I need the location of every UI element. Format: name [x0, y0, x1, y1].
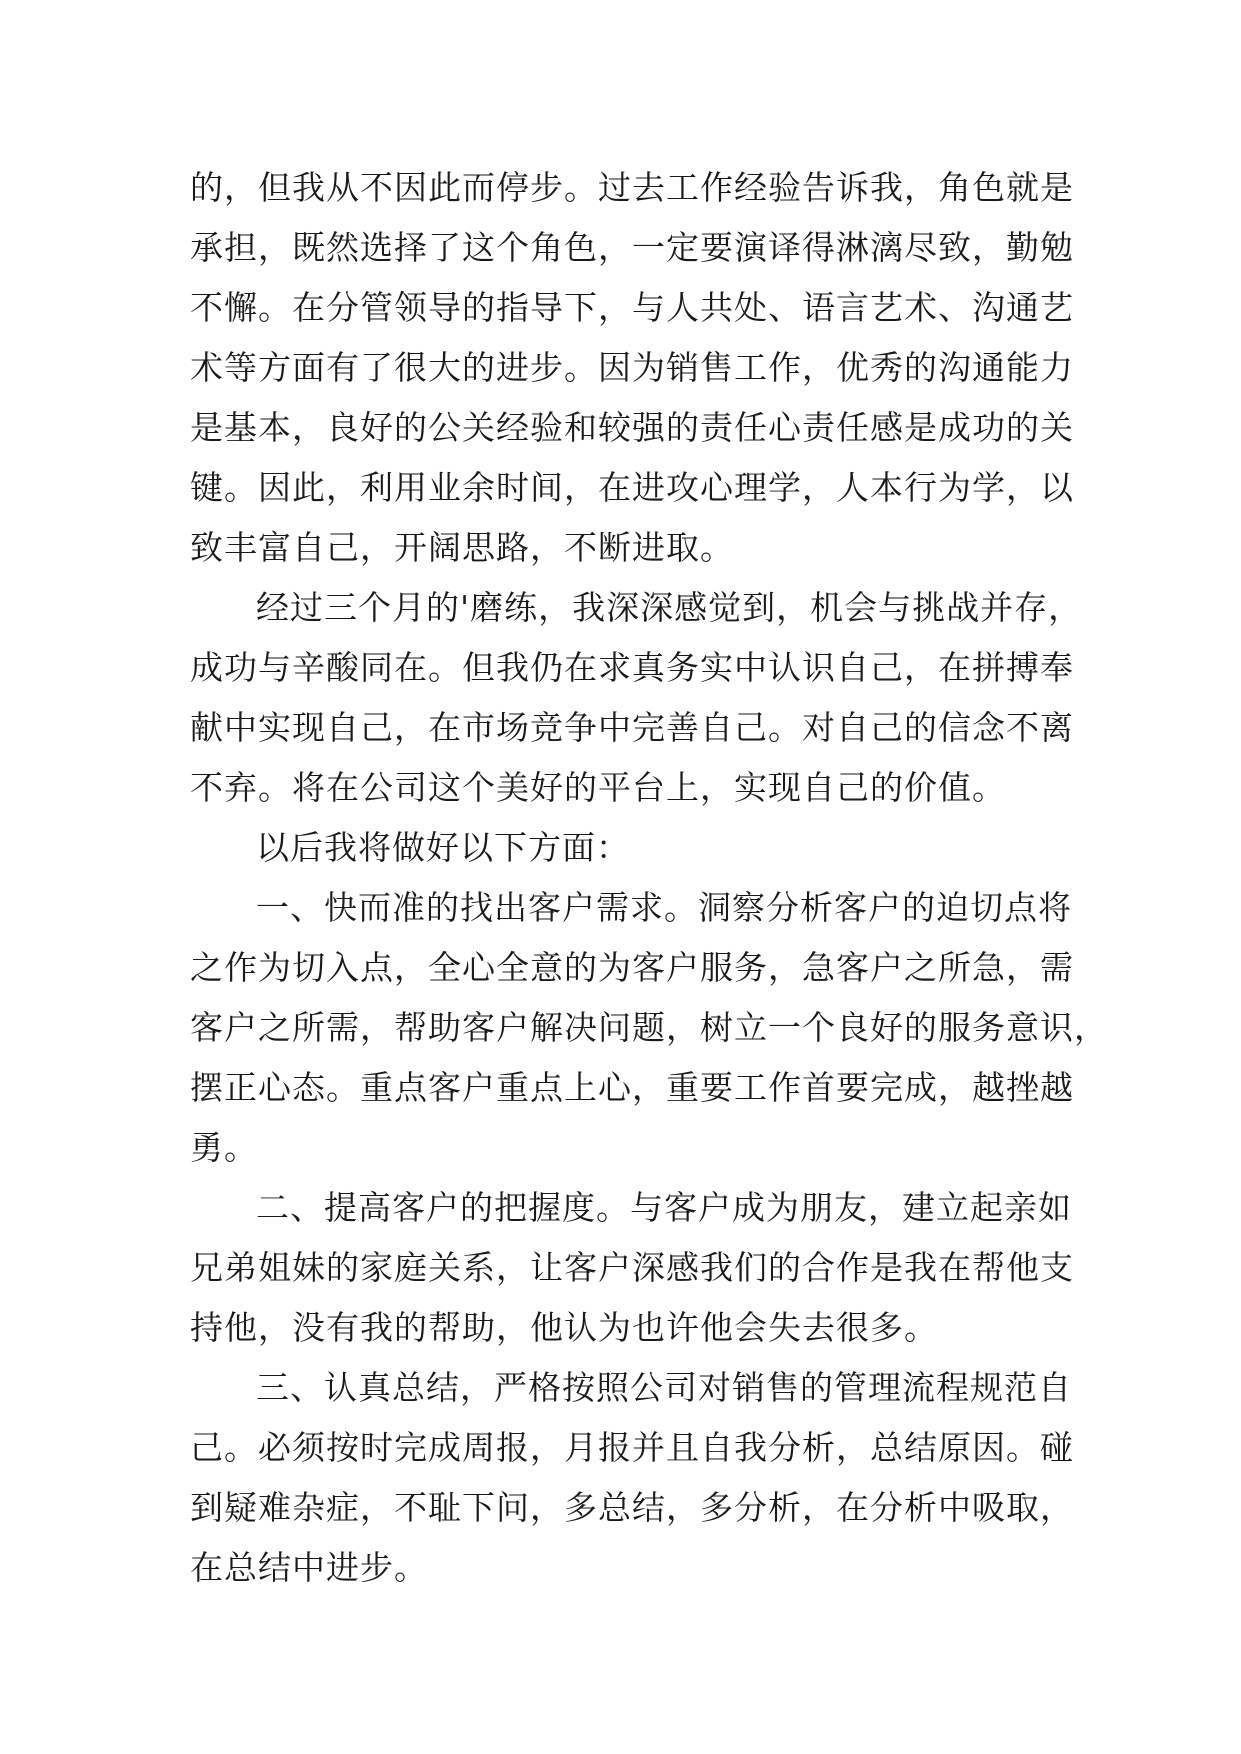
text-line: 成功与辛酸同在。但我仍在求真务实中认识自己，在拼搏奉: [190, 648, 1074, 687]
text-line: 是基本，良好的公关经验和较强的责任心责任感是成功的关: [190, 408, 1074, 447]
text-line: 致丰富自己，开阔思路，不断进取。: [190, 528, 734, 567]
text-line: 的，但我从不因此而停步。过去工作经验告诉我，角色就是: [190, 168, 1074, 207]
paragraph-role-reflection: [190, 158, 1074, 578]
paragraph-point-three: [190, 1358, 1074, 1598]
text-line: 兄弟姐妹的家庭关系，让客户深感我们的合作是我在帮他支: [190, 1248, 1074, 1287]
text-line: 以后我将做好以下方面：: [256, 828, 630, 867]
text-line: 不懈。在分管领导的指导下，与人共处、语言艺术、沟通艺: [190, 288, 1074, 327]
text-line: 经过三个月的'磨练，我深深感觉到，机会与挑战并存，: [256, 588, 1083, 627]
text-line: 之作为切入点，全心全意的为客户服务，急客户之所急，需: [190, 948, 1074, 987]
text-line: 持他，没有我的帮助，他认为也许他会失去很多。: [190, 1308, 938, 1347]
paragraph-point-one: [190, 878, 1108, 1178]
document-body: [190, 158, 1108, 1598]
text-line: 到疑难杂症，不耻下问，多总结，多分析，在分析中吸取，: [190, 1488, 1074, 1527]
text-line: 术等方面有了很大的进步。因为销售工作，优秀的沟通能力: [190, 348, 1074, 387]
text-line: 三、认真总结，严格按照公司对销售的管理流程规范自: [256, 1368, 1072, 1407]
text-line: 勇。: [190, 1128, 258, 1167]
text-line: 摆正心态。重点客户重点上心，重要工作首要完成，越挫越: [190, 1068, 1074, 1107]
text-line: 不弃。将在公司这个美好的平台上，实现自己的价值。: [190, 768, 1006, 807]
text-line: 一、快而准的找出客户需求。洞察分析客户的迫切点将: [256, 888, 1072, 927]
text-line: 承担，既然选择了这个角色，一定要演译得淋漓尽致，勤勉: [190, 228, 1074, 267]
text-line: 键。因此，利用业余时间，在进攻心理学，人本行为学，以: [190, 468, 1074, 507]
text-line: 在总结中进步。: [190, 1548, 428, 1587]
paragraph-plan-intro: [190, 818, 1060, 878]
text-line: 己。必须按时完成周报，月报并且自我分析，总结原因。碰: [190, 1428, 1074, 1467]
text-line: 二、提高客户的把握度。与客户成为朋友，建立起亲如: [256, 1188, 1072, 1227]
paragraph-three-months: [190, 578, 1083, 818]
paragraph-point-two: [190, 1178, 1074, 1358]
text-line: 献中实现自己，在市场竞争中完善自己。对自己的信念不离: [190, 708, 1074, 747]
text-line: 客户之所需，帮助客户解决问题，树立一个良好的服务意识，: [190, 1008, 1108, 1047]
